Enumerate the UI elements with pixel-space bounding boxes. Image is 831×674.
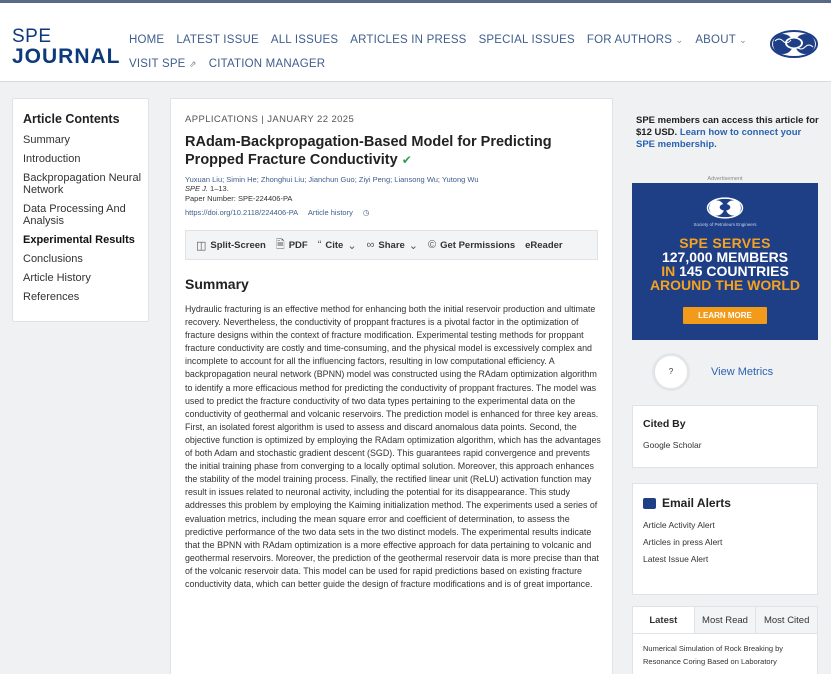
external-link-icon: ⇗: [188, 59, 197, 69]
ad-line-1: SPE SERVES: [679, 235, 771, 251]
ad-line-2: 127,000 MEMBERS: [661, 249, 789, 265]
cited-by-card: [632, 405, 818, 468]
promo-text: SPE members can access this article for $12 USD.: [636, 115, 819, 138]
toc-title: Article Contents: [23, 112, 120, 126]
cited-by-title: Cited By: [643, 418, 686, 430]
toc-item-data-processing[interactable]: Data Processing And Analysis: [23, 203, 126, 227]
journal-logo[interactable]: [12, 27, 121, 67]
nav-about-label: ABOUT: [695, 34, 736, 46]
spe-globe-icon: [706, 196, 744, 220]
alert-articles-in-press[interactable]: Articles in press Alert: [643, 537, 723, 547]
tab-most-read[interactable]: Most Read: [694, 607, 756, 633]
spe-advertisement[interactable]: [632, 183, 818, 340]
article-meta: APPLICATIONS | JANUARY 22 2025: [185, 114, 355, 125]
get-permissions-button[interactable]: [428, 239, 515, 251]
nav-articles-in-press[interactable]: ARTICLES IN PRESS: [350, 34, 467, 46]
view-metrics-link[interactable]: View Metrics: [711, 366, 774, 378]
nav-home[interactable]: HOME: [129, 34, 165, 46]
open-access-check-icon: ✔︎: [401, 153, 412, 167]
nav-about[interactable]: [695, 34, 747, 46]
nav-latest-issue[interactable]: LATEST ISSUE: [176, 34, 259, 46]
toc-item-experimental-results[interactable]: Experimental Results: [23, 234, 135, 246]
get-permissions-label: Get Permissions: [440, 239, 516, 251]
quote-icon: “: [317, 239, 322, 251]
share-icon: ∞: [366, 239, 375, 251]
toc-item-backpropagation[interactable]: Backpropagation Neural Network: [23, 172, 142, 196]
doi-row: [185, 208, 598, 217]
main-nav: [129, 28, 747, 76]
email-alerts-card: [632, 483, 818, 595]
advertisement-label: Advertisement: [707, 176, 743, 182]
chevron-down-icon: ⌄: [739, 35, 747, 45]
connect-membership-link[interactable]: Learn how to connect your SPE membership.: [636, 127, 802, 150]
toc-item-introduction[interactable]: Introduction: [23, 153, 81, 165]
toc-item-article-history[interactable]: Article History: [23, 272, 91, 284]
site-header: [0, 3, 831, 82]
email-alerts-label: Email Alerts: [662, 496, 731, 510]
pdf-icon: 🗎︎: [275, 238, 285, 251]
tab-most-cited[interactable]: Most Cited: [755, 607, 817, 633]
split-screen-icon: ◫: [196, 239, 207, 252]
nav-row-1: [129, 28, 747, 52]
nav-all-issues[interactable]: ALL ISSUES: [270, 34, 339, 46]
article-history-link[interactable]: [308, 208, 378, 217]
spe-globe-icon[interactable]: [769, 29, 819, 59]
pdf-button[interactable]: [276, 236, 308, 255]
membership-promo: [636, 115, 821, 151]
ad-line-4: AROUND THE WORLD: [649, 277, 801, 293]
nav-visit-spe-label: VISIT SPE: [129, 58, 186, 70]
alert-latest-issue[interactable]: Latest Issue Alert: [643, 554, 709, 564]
paper-number: Paper Number: SPE-224406-PA: [185, 194, 293, 203]
article-panel: [170, 98, 613, 674]
toc-item-conclusions[interactable]: Conclusions: [23, 253, 83, 265]
tab-latest[interactable]: Latest: [633, 607, 694, 633]
toc-item-summary[interactable]: Summary: [23, 134, 71, 146]
latest-article-link[interactable]: Numerical Simulation of Rock Breaking by Resonance Coring Based on Laboratory: [643, 644, 784, 666]
nav-for-authors-label: FOR AUTHORS: [586, 34, 673, 46]
clock-icon: ◷: [362, 208, 370, 217]
pdf-label: PDF: [288, 239, 308, 251]
chevron-down-icon: ⌄: [408, 239, 419, 252]
article-toolbar: [185, 230, 598, 260]
citation-pages: 1–13.: [210, 184, 229, 193]
nav-special-issues[interactable]: SPECIAL ISSUES: [478, 34, 575, 46]
ad-line-3-in: IN: [661, 263, 676, 279]
google-scholar-link[interactable]: Google Scholar: [643, 440, 702, 450]
article-title-text: RAdam-Backpropagation-Based Model for Predicting Propped Fracture Conductivity: [185, 134, 552, 168]
abstract-text: Hydraulic fracturing is an effective method for enhancing both the initial reservoir production and ultimate recovery. Nevertheless, the conductivity of proppant fractures is a pivotal factor in the optimization of fracture designs within the context of fracture modification. Experimental testing methods for proppant fracture conductivity are costly and time-consuming, and the physical model is excessively complex and incomplete to account for all the influencing factors, resulting in low computational efficiency. A backpropagation neural network (BPNN) model was constructed using the RAdam optimization algorithm to identify a more efficacious method for predicting the conductivity of proppant fractures. The model was used to predict the fracture conductivity of two data types pertaining to the experimental data on the conductivity of geothermal and volcanic reservoirs. The prediction model is enhanced for three key areas. First, an isolated forest algorithm is used to assess and discard anomalous data points. Second, the objective function is optimized by employing the RAdam optimization algorithm, which has the advantages of both Adam and stochastic gradient descent (SGD). This guarantees rapid convergence and prevents the initial training phase from converging to a locally optimal solution. Moreover, this approach enhances the stability of the model training process. Finally, the rectified linear unit (ReLU) activation function may result in issues related to neuronal activity, including the potential for its disappearance. This study addresses this problem by employing the Kaiming initialization method. The experiments used a series of evaluation metrics, including the mean square error and coefficient of determination, to assess the predictive performance of the two data sets in the two distinct models. The experimental results indicate that the BPNN with RAdam optimization is a more effective approach for data pertaining to volcanic and geothermal reservoirs. Moreover, the prediction of the geothermal reservoir data is more precise than that of the volcanic reservoir data. This model can be used for rapid predictions based on existing fracture conductivity data, which can better guide the design of fracture modifications and is of great importance.: [185, 304, 601, 589]
share-label: Share: [378, 239, 405, 251]
alert-article-activity[interactable]: Article Activity Alert: [643, 520, 715, 530]
article-contents-panel: [12, 98, 149, 322]
nav-row-2: [129, 52, 629, 76]
ad-tagline: Society of Petroleum Engineers: [693, 222, 757, 227]
toc-item-references[interactable]: References: [23, 291, 80, 303]
doi-link[interactable]: https://doi.org/10.2118/224406-PA: [185, 208, 299, 217]
email-alerts-title: [643, 496, 807, 510]
cite-label: Cite: [325, 239, 344, 251]
learn-more-button[interactable]: LEARN MORE: [683, 307, 767, 324]
envelope-icon: [643, 498, 656, 509]
cite-button[interactable]: [318, 239, 357, 252]
ereader-button[interactable]: eReader: [525, 239, 563, 251]
citation-journal: SPE J.: [185, 184, 208, 193]
article-title: [185, 133, 580, 169]
altmetric-badge[interactable]: ?: [652, 353, 690, 391]
chevron-down-icon: ⌄: [347, 239, 357, 252]
articles-tab-row: [633, 607, 817, 634]
author-list[interactable]: Yuxuan Liu; Simin He; Zhonghui Liu; Jianchun Guo; Ziyi Peng; Liansong Wu; Yutong Wu: [185, 175, 479, 184]
copyright-icon: ©: [428, 239, 437, 251]
citation-line: [185, 184, 598, 194]
split-screen-label: Split-Screen: [210, 239, 266, 251]
ad-line-3-rest: 145 COUNTRIES: [679, 263, 789, 279]
logo-line-spe: SPE: [12, 26, 52, 47]
nav-for-authors[interactable]: [587, 34, 683, 46]
chevron-down-icon: ⌄: [675, 35, 684, 45]
summary-heading: Summary: [185, 276, 249, 292]
nav-citation-manager[interactable]: CITATION MANAGER: [208, 58, 326, 70]
split-screen-button[interactable]: [196, 239, 266, 252]
articles-tabs-card: [632, 606, 818, 674]
share-button[interactable]: [367, 239, 418, 252]
article-history-label: Article history: [307, 208, 353, 217]
nav-visit-spe[interactable]: [129, 58, 197, 70]
logo-line-journal: JOURNAL: [12, 45, 121, 68]
metrics-widget: [632, 346, 818, 398]
